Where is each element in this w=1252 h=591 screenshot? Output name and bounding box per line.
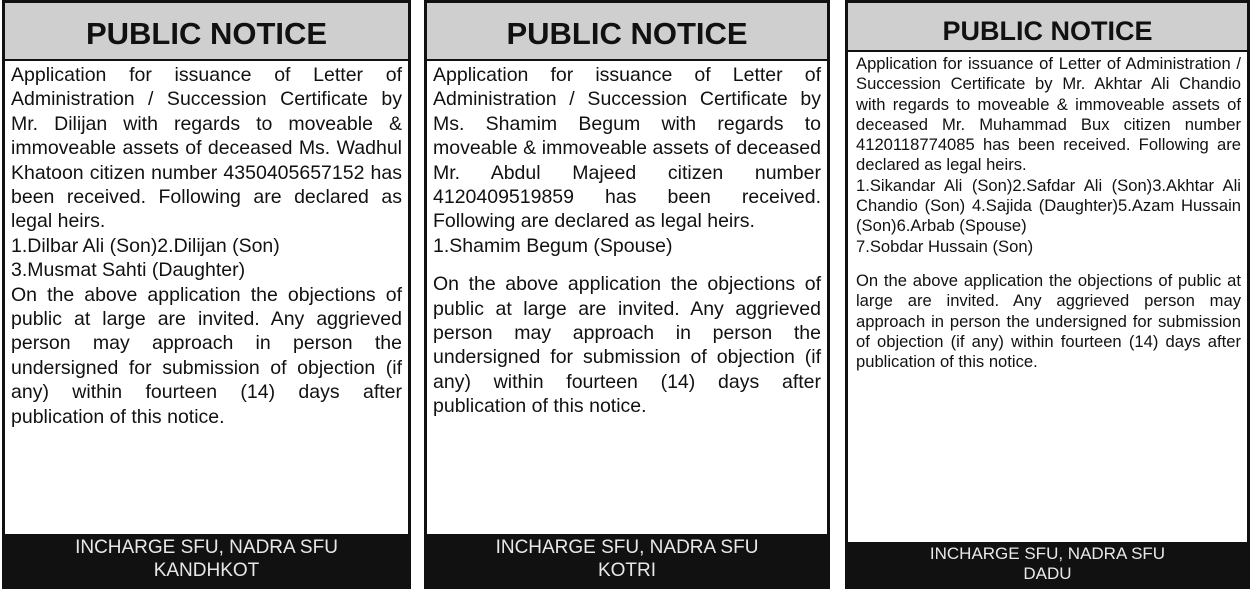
footer-office: INCHARGE SFU, NADRA SFU — [75, 537, 338, 558]
notice-footer — [5, 534, 408, 586]
heirs-line: 1.Shamim Begum (Spouse) — [433, 234, 673, 257]
footer-office: INCHARGE SFU, NADRA SFU — [495, 537, 759, 558]
application-text: Application for issuance of Letter of Administration / Succession Certificate by Mr. Dilijan with regards to moveable & immoveable assets of deceased Ms. Wadhul Khatoon citizen number 4350405657152 has been received. Following are declared as legal heirs. — [11, 64, 402, 233]
application-text: Application for issuance of Letter of Administration / Succession Certificate by Ms. Shamim Begum with regards to moveable & immoveable assets of deceased Mr. Abdul Majeed citizen number 4120409519859 has been received. Following are declared as legal heirs. — [433, 64, 821, 233]
heirs-line: 3.Musmat Sahti (Daughter) — [11, 259, 246, 282]
heirs-line: 7.Sobdar Hussain (Son) — [856, 236, 1034, 256]
public-notice-dadu — [845, 0, 1250, 589]
notice-title: PUBLIC NOTICE — [427, 3, 827, 61]
paragraph-gap — [433, 258, 821, 272]
objection-text: On the above application the objections of public at large are invited. Any aggrieved person may approach in person the undersigned for submission of objection (if any) within fourteen (14) days after publication of this notice. — [433, 273, 821, 418]
public-notice-kandhkot — [2, 0, 411, 589]
footer-city: KOTRI — [597, 560, 657, 581]
paragraph-gap — [856, 257, 1241, 271]
objection-text: On the above application the objections of public at large are invited. Any aggrieved person may approach in person the undersigned for submission of objection (if any) within fourteen (14) days after publication of this notice. — [11, 283, 402, 428]
application-text: Application for issuance of Letter of Administration / Succession Certificate by Mr. Akhtar Ali Chandio with regards to moveable & immoveable assets of deceased Mr. Muhammad Bux citizen number 4120118774085 has been received. Following are declared as legal heirs. — [856, 54, 1241, 175]
footer-city: KANDHKOT — [153, 560, 260, 581]
notice-body — [848, 52, 1247, 542]
objection-text: On the above application the objections of public at large are invited. Any aggrieved person may approach in person the undersigned for submission of objection (if any) within fourteen (14) days after publication of this notice. — [856, 270, 1241, 372]
footer-city: DADU — [1023, 564, 1072, 583]
notice-footer — [427, 534, 827, 586]
notice-body — [5, 61, 408, 534]
footer-office: INCHARGE SFU, NADRA SFU — [929, 544, 1166, 563]
heirs-line: 1.Sikandar Ali (Son)2.Safdar Ali (Son)3.Akhtar Ali Chandio (Son) 4.Sajida (Daughter)5.Azam Hussain (Son)6.Arbab (Spouse) — [856, 175, 1241, 236]
notice-body — [427, 61, 827, 534]
notice-title: PUBLIC NOTICE — [5, 3, 408, 61]
notice-footer — [848, 542, 1247, 586]
public-notice-kotri — [424, 0, 830, 589]
notice-title: PUBLIC NOTICE — [848, 3, 1247, 52]
heirs-line: 1.Dilbar Ali (Son)2.Dilijan (Son) — [11, 234, 280, 257]
